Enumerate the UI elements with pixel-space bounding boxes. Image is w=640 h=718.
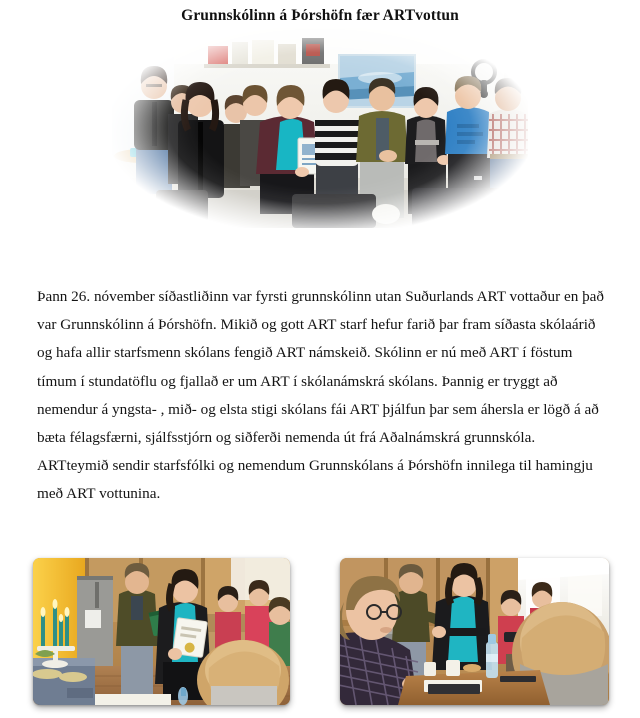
- photo-gallery: [0, 556, 640, 716]
- article-body: [37, 283, 609, 509]
- article-paragraph-1: Þann 26. nóvember síðastliðinn var fyrsti grunnskólinn utan Suðurlands ART vottaður en það var Grunnskólinn á Þórshöfn. Mikið og gott ART starf hefur farið þar fram síðasta skólaárið og hafa allir starfsmenn skólans fengið ART námskeið. Skólinn er nú með ART í föstum tímum í stundatöflu og fjallað er um ART í skólanámskrá skólans. Þannig er tryggt að nemendur á yngsta- , mið- og elsta stigi skólans fái ART þjálfun þar sem áhersla er lögð á að bæta félagsfærni, sjálfsstjórn og siðferði nemenda út frá Aðalnámskrá grunnskóla.: [37, 288, 605, 447]
- article-paragraph-2: ARTteymið sendir starfsfólki og nemendum Grunnskólans á Þórshöfn innilega til hamingju með ART vottunina.: [37, 457, 593, 503]
- group-photo-staff-image: [112, 28, 528, 228]
- ceremony-photo-certificate: [33, 558, 290, 705]
- group-photo-staff: [112, 28, 528, 228]
- page-title: Grunnskólinn á Þórshöfn fær ARTvottun: [181, 7, 459, 24]
- ceremony-photo-audience: [340, 558, 609, 705]
